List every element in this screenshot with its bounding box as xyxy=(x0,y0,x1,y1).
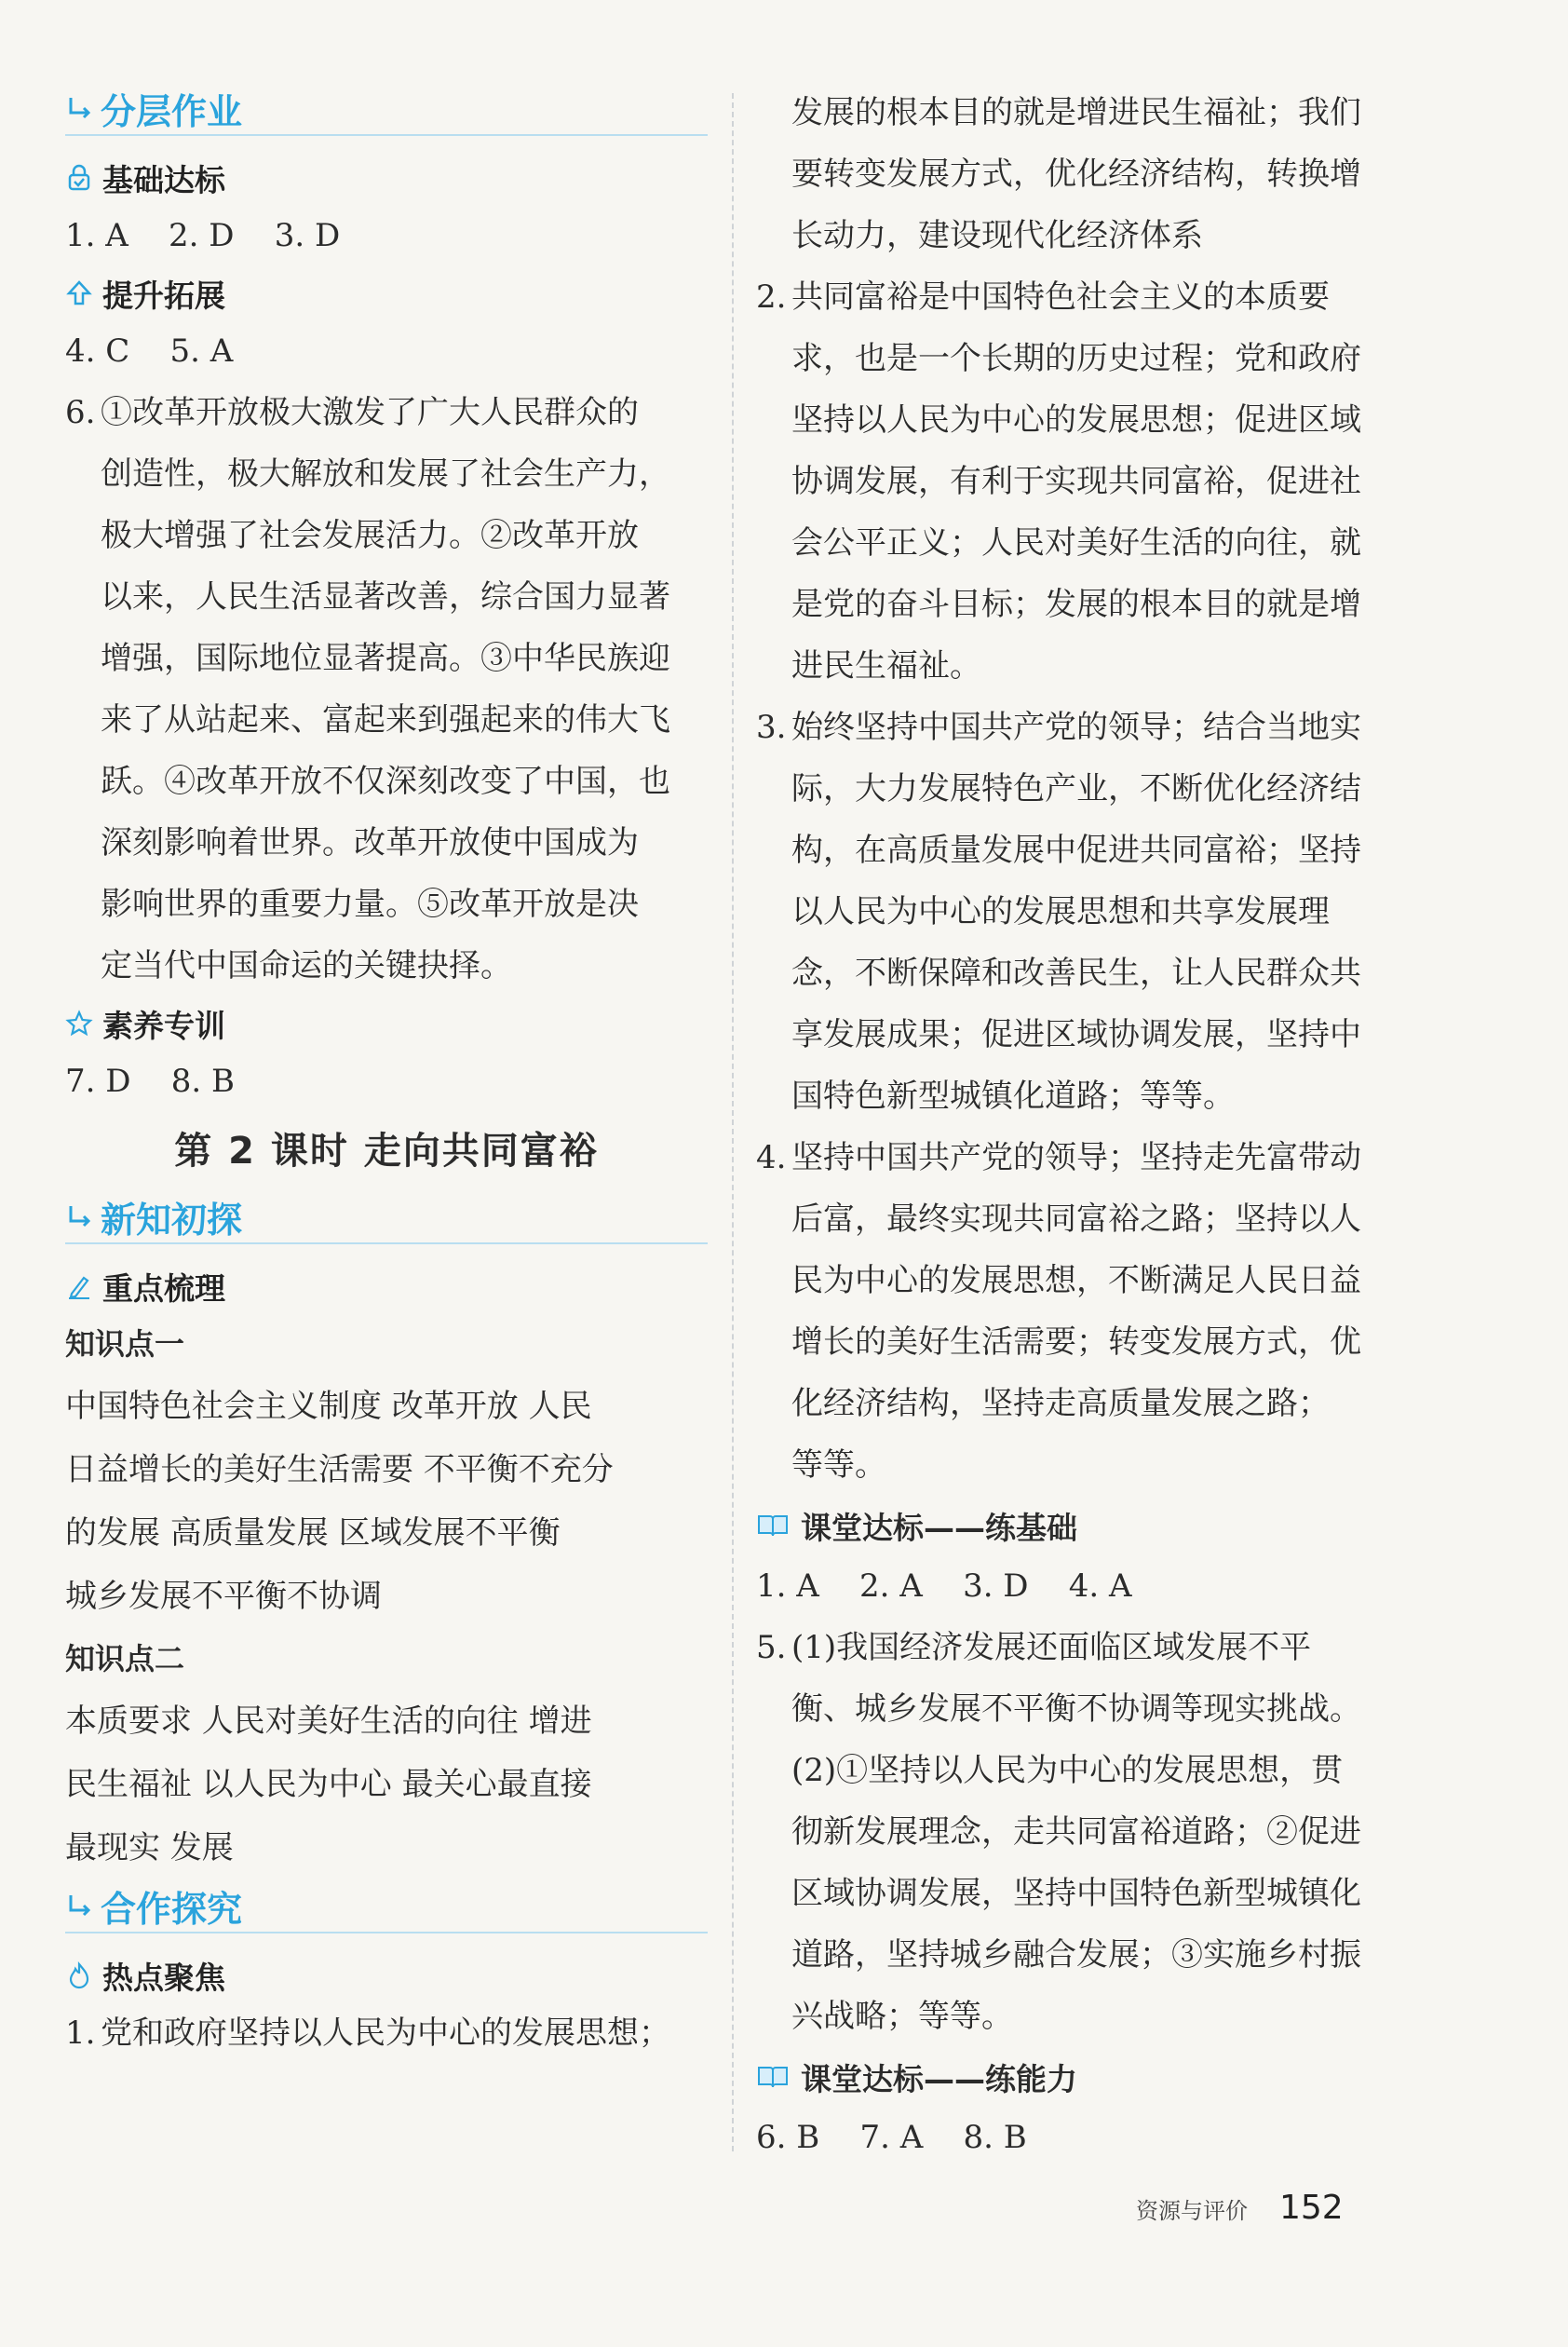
subheader-label: 素养专训 xyxy=(102,1007,225,1044)
text-line: 进民生福祉。 xyxy=(791,647,981,685)
hot-question-1-continued xyxy=(756,82,1419,266)
star-icon xyxy=(65,1010,93,1038)
footer-source: 资源与评价 xyxy=(1136,2198,1248,2224)
question-number: 3. xyxy=(756,709,787,746)
text-line: 等等。 xyxy=(791,1446,886,1484)
text-line: 区域协调发展，坚持中国特色新型城镇化 xyxy=(791,1875,1361,1912)
knowledge-point-2-title: 知识点二 xyxy=(65,1641,185,1676)
text-line: 国特色新型城镇化道路；等等。 xyxy=(791,1078,1235,1115)
subheader-basic xyxy=(65,151,708,205)
text-line: 民为中心的发展思想，不断满足人民日益 xyxy=(791,1262,1361,1299)
text-line: 来了从站起来、富起来到强起来的伟大飞 xyxy=(101,701,670,739)
answers-class-ability: 6. B 7. A 8. B xyxy=(756,2119,1027,2156)
text-line: 兴战略；等等。 xyxy=(791,1998,1013,2035)
section-header-layered-homework xyxy=(65,82,708,136)
text-line: 极大增强了社会发展活力。②改革开放 xyxy=(101,517,639,554)
answers-quality: 7. D 8. B xyxy=(65,1063,235,1100)
book-icon xyxy=(756,2063,790,2091)
hot-question-3 xyxy=(756,697,1419,1127)
hot-question-4 xyxy=(756,1127,1419,1496)
subheader-hot-topics xyxy=(65,1948,708,2002)
hot-question-2 xyxy=(756,266,1419,697)
subheader-quality xyxy=(65,997,708,1051)
section-header-cooperation xyxy=(65,1879,708,1933)
text-line: 本质要求 人民对美好生活的向往 增进 xyxy=(65,1703,592,1740)
subheader-class-ability xyxy=(756,2047,1419,2107)
answers-basic: 1. A 2. D 3. D xyxy=(65,217,341,254)
text-line: 党和政府坚持以人民为中心的发展思想； xyxy=(101,2015,670,2052)
subheader-label: 基础达标 xyxy=(102,161,225,198)
text-line: 以来，人民生活显著改善，综合国力显著 xyxy=(101,578,670,616)
answers-improve: 4. C 5. A xyxy=(65,332,234,370)
subheader-label: 课堂达标——练能力 xyxy=(801,2060,1077,2097)
text-line: 的发展 高质量发展 区域发展不平衡 xyxy=(65,1514,561,1552)
knowledge-point-1-title: 知识点一 xyxy=(65,1326,185,1362)
arrow-up-icon xyxy=(65,279,93,307)
text-line: 跃。④改革开放不仅深刻改变了中国，也 xyxy=(101,763,670,800)
text-line: 增长的美好生活需要；转变发展方式，优 xyxy=(791,1323,1361,1361)
question-5 xyxy=(756,1617,1419,2047)
text-line: 最现实 发展 xyxy=(65,1829,234,1866)
subheader-class-basic xyxy=(756,1496,1419,1555)
text-line: 享发展成果；促进区域协调发展，坚持中 xyxy=(791,1016,1361,1053)
question-number: 4. xyxy=(756,1139,787,1176)
question-number: 6. xyxy=(65,394,96,431)
text-line: 要转变发展方式，优化经济结构，转换增 xyxy=(791,156,1361,193)
text-line: 求，也是一个长期的历史过程；党和政府 xyxy=(791,340,1361,377)
text-line: 长动力，建设现代化经济体系 xyxy=(791,217,1203,254)
text-line: 念，不断保障和改善民生，让人民群众共 xyxy=(791,955,1361,992)
hot-question-1 xyxy=(65,2002,708,2064)
text-line: 道路，坚持城乡融合发展；③实施乡村振 xyxy=(791,1936,1361,1974)
subheader-label: 热点聚焦 xyxy=(102,1959,225,1996)
subheader-key-points xyxy=(65,1259,708,1313)
text-line: 发展的根本目的就是增进民生福祉；我们 xyxy=(791,94,1361,131)
text-line: 始终坚持中国共产党的领导；结合当地实 xyxy=(791,709,1361,746)
book-icon xyxy=(756,1512,790,1540)
corner-arrow-icon xyxy=(65,1892,93,1920)
text-line: (2)①坚持以人民为中心的发展思想，贯 xyxy=(791,1752,1344,1789)
text-line: 际，大力发展特色产业，不断优化经济结 xyxy=(791,770,1361,807)
section-title: 新知初探 xyxy=(101,1199,243,1241)
text-line: 后富，最终实现共同富裕之路；坚持以人 xyxy=(791,1201,1361,1238)
text-line: ①改革开放极大激发了广大人民群众的 xyxy=(101,394,639,431)
text-line: 协调发展，有利于实现共同富裕，促进社 xyxy=(791,463,1361,500)
question-number: 5. xyxy=(756,1629,787,1666)
text-line: 化经济结构，坚持走高质量发展之路； xyxy=(791,1385,1330,1422)
text-line: 衡、城乡发展不平衡不协调等现实挑战。 xyxy=(791,1690,1361,1728)
text-line: 是党的奋斗目标；发展的根本目的就是增 xyxy=(791,586,1361,623)
lesson-title: 第 2 课时 走向共同富裕 xyxy=(174,1130,599,1173)
section-title: 分层作业 xyxy=(101,90,243,132)
flame-icon xyxy=(65,1961,93,1989)
pen-icon xyxy=(65,1272,93,1300)
text-line: 共同富裕是中国特色社会主义的本质要 xyxy=(791,278,1330,316)
corner-arrow-icon xyxy=(65,94,93,122)
page-number: 152 xyxy=(1279,2189,1344,2227)
text-line: 城乡发展不平衡不协调 xyxy=(65,1578,382,1615)
question-number: 2. xyxy=(756,278,787,316)
text-line: 民生福祉 以人民为中心 最关心最直接 xyxy=(65,1766,592,1803)
text-line: 彻新发展理念，走共同富裕道路；②促进 xyxy=(791,1813,1361,1851)
text-line: 深刻影响着世界。改革开放使中国成为 xyxy=(101,824,639,861)
answers-class-basic: 1. A 2. A 3. D 4. A xyxy=(756,1567,1132,1605)
column-divider xyxy=(732,93,734,2151)
text-line: 会公平正义；人民对美好生活的向往，就 xyxy=(791,524,1361,562)
text-line: 构，在高质量发展中促进共同富裕；坚持 xyxy=(791,832,1361,869)
text-line: (1)我国经济发展还面临区域发展不平 xyxy=(791,1629,1312,1666)
subheader-label: 课堂达标——练基础 xyxy=(801,1509,1077,1546)
subheader-label: 重点梳理 xyxy=(102,1269,225,1307)
left-column xyxy=(65,82,708,2064)
text-line: 定当代中国命运的关键抉择。 xyxy=(101,947,512,984)
text-line: 坚持中国共产党的领导；坚持走先富带动 xyxy=(791,1139,1361,1176)
lock-check-icon xyxy=(65,164,93,192)
subheader-improve xyxy=(65,266,708,320)
text-line: 日益增长的美好生活需要 不平衡不充分 xyxy=(65,1451,614,1488)
text-line: 中国特色社会主义制度 改革开放 人民 xyxy=(65,1388,592,1425)
question-number: 1. xyxy=(65,2015,96,2052)
corner-arrow-icon xyxy=(65,1202,93,1230)
section-title: 合作探究 xyxy=(101,1888,243,1930)
section-header-new-knowledge xyxy=(65,1190,708,1244)
subheader-label: 提升拓展 xyxy=(102,277,225,314)
text-line: 增强，国际地位显著提高。③中华民族迎 xyxy=(101,640,670,677)
text-line: 创造性，极大解放和发展了社会生产力， xyxy=(101,455,670,493)
text-line: 以人民为中心的发展思想和共享发展理 xyxy=(791,893,1330,930)
text-line: 坚持以人民为中心的发展思想；促进区域 xyxy=(791,401,1361,439)
question-6 xyxy=(65,382,708,997)
right-column xyxy=(756,82,1419,2168)
page-footer xyxy=(1136,2189,1344,2227)
text-line: 影响世界的重要力量。⑤改革开放是决 xyxy=(101,886,639,923)
